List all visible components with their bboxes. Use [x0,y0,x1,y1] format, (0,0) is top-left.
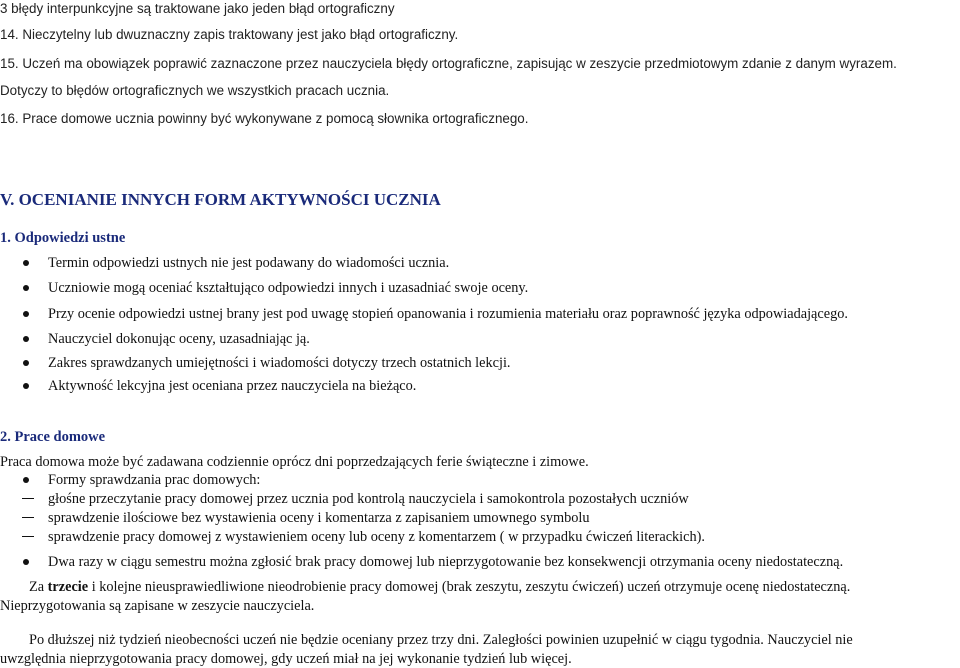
homework-form-text: sprawdzenie pracy domowej z wystawieniem oceny lub oceny z komentarzem ( w przypadku ćwiczeń literackich). [48,529,705,545]
homework-form-text: głośne przeczytanie pracy domowej przez ucznia pod kontrolą nauczyciela i samokontrola pozostałych uczniów [48,491,689,507]
bullet-icon [23,336,29,342]
bullet-icon [23,383,29,389]
homework-form-text: sprawdzenie ilościowe bez wystawienia oceny i komentarza z zapisaniem umownego symbolu [48,510,590,526]
oral-item-text: Termin odpowiedzi ustnych nie jest podawany do wiadomości ucznia. [48,255,450,271]
homework-intro: Praca domowa może być zadawana codziennie oprócz dni poprzedzających ferie świąteczne i zimowe. [0,454,589,470]
rule-line-15: 15. Uczeń ma obowiązek poprawić zaznaczone przez nauczyciela błędy ortograficzne, zapisując w zeszycie przedmiotowym zdanie z danym wyrazem. [0,56,897,71]
oral-list-item [0,254,960,272]
homework-heading: 2. Prace domowe [0,429,106,445]
third-prefix: Za [29,579,48,595]
dash-icon [22,498,34,499]
dash-icon [22,517,34,518]
oral-list-item [0,305,960,323]
oral-item-text: Zakres sprawdzanych umiejętności i wiadomości dotyczy trzech ostatnich lekcji. [48,355,511,371]
dash-icon [22,536,34,537]
absence-line-2: uwzględnia nieprzygotowania pracy domowej, gdy uczeń miał na jej wykonanie tydzień lub więcej. [0,651,572,667]
oral-list-item [0,330,960,348]
oral-list-item [0,279,960,297]
rule-line-16: 16. Prace domowe ucznia powinny być wykonywane z pomocą słownika ortograficznego. [0,111,529,126]
oral-item-text: Aktywność lekcyjna jest oceniana przez nauczyciela na bieżąco. [48,378,417,394]
oral-item-text: Przy ocenie odpowiedzi ustnej brany jest pod uwagę stopień opanowania i rozumienia materiału oraz poprawność języka odpowiadającego. [48,306,848,322]
bullet-icon [23,360,29,366]
oral-item-text: Uczniowie mogą oceniać kształtująco odpowiedzi innych i uzasadniać swoje oceny. [48,280,529,296]
absence-line-1: Po dłuższej niż tydzień nieobecności uczeń nie będzie oceniany przez trzy dni. Zaległości powinien uzupełnić w ciągu tygodnia. Nauczyciel nie [29,632,853,648]
homework-third-line [29,578,850,596]
oral-heading: 1. Odpowiedzi ustne [0,230,126,246]
homework-form-item [0,528,960,546]
oral-list-item [0,354,960,372]
third-bold: trzecie [47,579,89,595]
homework-twice-text: Dwa razy w ciągu semestru można zgłosić brak pracy domowej lub nieprzygotowanie bez konsekwencji otrzymania oceny niedostateczną. [48,554,844,570]
bullet-icon [23,311,29,317]
homework-form-item [0,490,960,508]
homework-forms-label: Formy sprawdzania prac domowych: [48,472,261,488]
bullet-icon [23,285,29,291]
section-heading: V. OCENIANIE INNYCH FORM AKTYWNOŚCI UCZNIA [0,190,441,209]
bullet-icon [23,559,29,565]
third-rest: i kolejne nieusprawiedliwione nieodrobienie pracy domowej (brak zeszytu, zeszytu ćwiczeń) uczeń otrzymuje ocenę niedostateczną. [88,579,851,595]
rule-line-13: 3 błędy interpunkcyjne są traktowane jako jeden błąd ortograficzny [0,1,395,16]
homework-third-line-2: Nieprzygotowania są zapisane w zeszycie nauczyciela. [0,598,315,614]
rule-line-14: 14. Nieczytelny lub dwuznaczny zapis traktowany jest jako błąd ortograficzny. [0,27,459,42]
bullet-icon [23,477,29,483]
oral-list-item [0,377,960,395]
homework-form-item [0,509,960,527]
oral-item-text: Nauczyciel dokonując oceny, uzasadniając ją. [48,331,310,347]
rule-line-15-continued: Dotyczy to błędów ortograficznych we wszystkich pracach ucznia. [0,83,390,98]
homework-forms-item [0,471,960,489]
bullet-icon [23,260,29,266]
homework-twice-item [0,553,960,571]
